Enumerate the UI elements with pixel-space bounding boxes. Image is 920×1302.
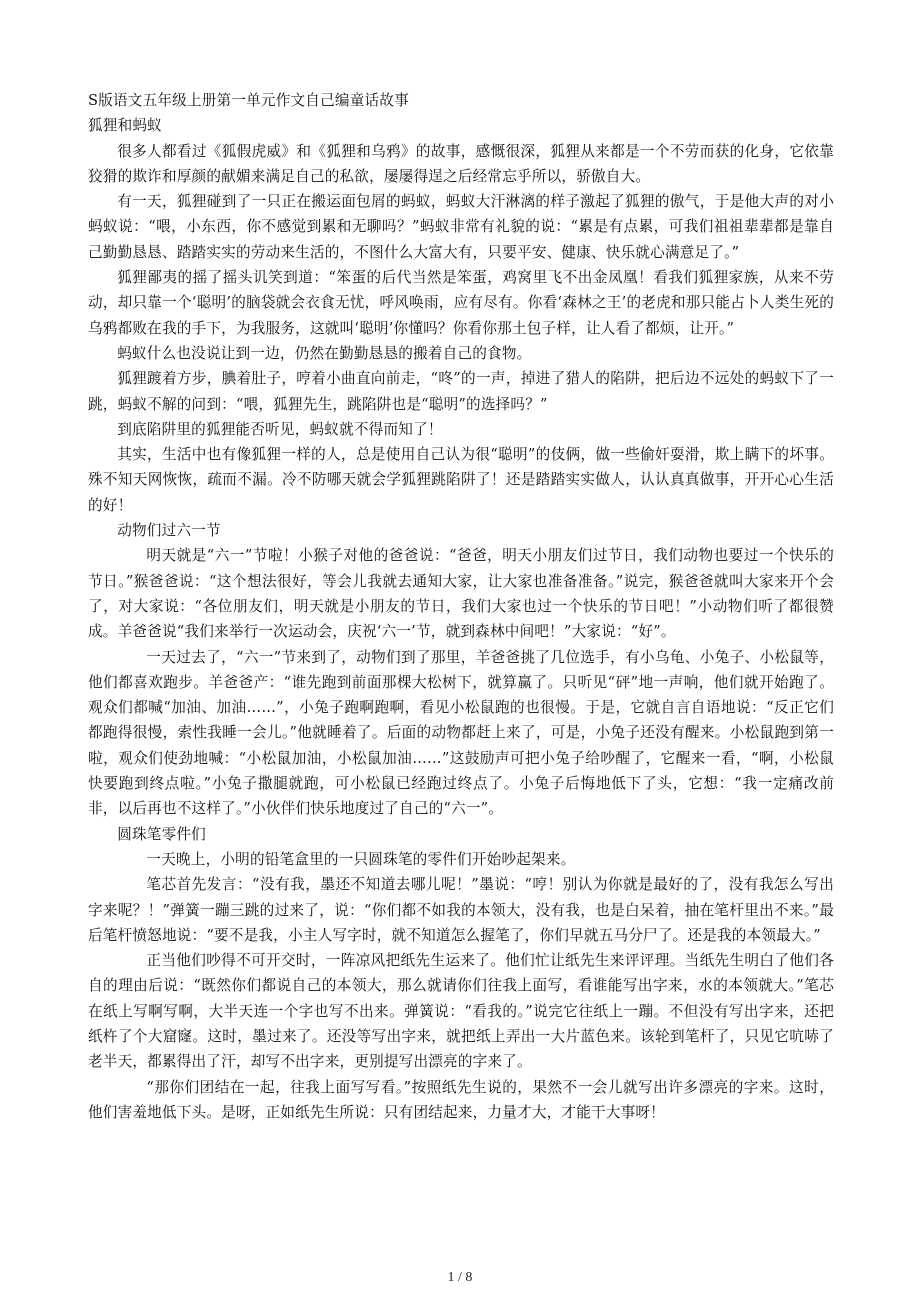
story-title: 动物们过六一节 [117, 522, 221, 540]
paragraph: 笔芯首先发言：“没有我，墨还不知道去哪儿呢！”墨说：“哼！别认为你就是最好的了，没有我怎么写出字来呢？！”弹簧一蹦三跳的过来了，说：“你们都不如我的本领大，没有我，也是白呆着，抽在笔杆里出不来。”最后笔杆愤怒地说：“要不是我，小主人写字时，就不知道怎么握笔了，你们早就五马分尸了。还是我的本领最大。” [88, 876, 834, 944]
paragraph: 狐狸踱着方步，腆着肚子，哼着小曲直向前走，“咚”的一声，掉进了猎人的陷阱，把后边不远处的蚂蚁下了一跳，蚂蚁不解的问到：“喂，狐狸先生，跳陷阱也是“聪明”的选择吗？” [88, 370, 834, 413]
paragraph: 明天就是“六一”节啦！小猴子对他的爸爸说：“爸爸，明天小朋友们过节日，我们动物也要过一个快乐的节日。”猴爸爸说：“这个想法很好，等会儿我就去通知大家，让大家也准备准备。”说完，猴爸爸就叫大家来开个会了，对大家说：“各位朋友们，明天就是小朋友的节日，我们大家也过一个快乐的节日吧！”小动物们听了都很赞成。羊爸爸说“我们来举行一次运动会，庆祝‘六一’节，就到森林中间吧！”大家说：“好”。 [88, 547, 834, 641]
page-indicator: 1 / 8 [447, 1270, 473, 1285]
paragraph: 其实，生活中也有像狐狸一样的人，总是使用自己认为很“聪明”的伎俩，做一些偷奸耍滑，欺上瞒下的坏事。殊不知天网恢恢，疏而不漏。冷不防哪天就会学狐狸跳陷阱了！还是踏踏实实做人，认认真真做事，开开心心生活的好！ [88, 446, 834, 514]
document-title: S版语文五年级上册第一单元作文自己编童话故事 [88, 92, 409, 109]
paragraph: 一天晚上，小明的铅笔盒里的一只圆珠笔的零件们开始吵起架来。 [146, 850, 576, 868]
story-title: 狐狸和蚂蚁 [88, 117, 162, 135]
paragraph: 正当他们吵得不可开交时，一阵凉风把纸先生运来了。他们忙让纸先生来评评理。当纸先生明白了他们各自的理由后说：“既然你们都说自己的本领大，那么就请你们往我上面写，看谁能写出字来，水的本领就大。”笔芯在纸上写啊写啊，大半天连一个字也写不出来。弹簧说：“看我的。”说完它往纸上一蹦。不但没有写出字来，还把纸杵了个大窟窿。这时，墨过来了。还没等写出字来，就把纸上弄出一大片蓝色来。该轮到笔杆了，只见它吭哧了老半天，都累得出了汗，却写不出字来，更别提写出漂亮的字来了。 [88, 952, 834, 1071]
paragraph: 蚂蚁什么也没说让到一边，仍然在勤勤恳恳的搬着自己的食物。 [117, 344, 532, 362]
paragraph: 有一天，狐狸碰到了一只正在搬运面包屑的蚂蚁，蚂蚁大汗淋漓的样子激起了狐狸的傲气，于是他大声的对小蚂蚁说：“喂，小东西，你不感觉到累和无聊吗？”蚂蚁非常有礼貌的说：“累是有点累，可我们祖祖辈辈都是靠自己勤勤恳恳、踏踏实实的劳动来生活的，不图什么大富大有，只要平安、健康、快乐就心满意足了。” [88, 193, 834, 261]
paragraph: 很多人都看过《狐假虎威》和《狐狸和乌鸦》的故事，感慨很深，狐狸从来都是一个不劳而获的化身，它依靠狡猾的欺诈和厚颜的献媚来满足自己的私欲，屡屡得逞之后经常忘乎所以，骄傲自大。 [88, 142, 834, 185]
paragraph: 到底陷阱里的狐狸能否听见，蚂蚁就不得而知了！ [117, 420, 443, 438]
paragraph: 狐狸鄙夷的摇了摇头讥笑到道：“笨蛋的后代当然是笨蛋，鸡窝里飞不出金凤凰！看我们狐狸家族，从来不劳动，却只靠一个‘聪明’的脑袋就会衣食无忧，呼风唤雨，应有尽有。你看‘森林之王’的老虎和那只能占卜人类生死的乌鸦都败在我的手下，为我服务，这就叫‘聪明’你懂吗？你看你那土包子样，让人看了都烦，让开。” [88, 269, 834, 337]
document-page [88, 88, 834, 1125]
paragraph: “那你们团结在一起，往我上面写写看。”按照纸先生说的，果然不一会儿就写出许多漂亮的字来。这时，他们害羞地低下头。是呀，正如纸先生所说：只有团结起来，力量才大，才能干大事呀！ [88, 1078, 834, 1121]
story-title: 圆珠笔零件们 [117, 825, 206, 843]
paragraph: 一天过去了，“六一”节来到了，动物们到了那里，羊爸爸挑了几位选手，有小乌龟、小兔子、小松鼠等，他们都喜欢跑步。羊爸爸产：“谁先跑到前面那棵大松树下，就算赢了。只听见“砰”地一声响，他们就开始跑了。观众们都喊“加油、加油……”，小兔子跑啊跑啊，看见小松鼠跑的也很慢。于是，它就自言自语地说：“反正它们都跑得很慢，索性我睡一会儿。”他就睡着了。后面的动物都赶上来了，可是，小兔子还没有醒来。小松鼠跑到第一啦，观众们使劲地喊：“小松鼠加油，小松鼠加油……”这鼓励声可把小兔子给吵醒了，它醒来一看，“啊，小松鼠快要跑到终点啦。”小兔子撒腿就跑，可小松鼠已经跑过终点了。小兔子后悔地低下了头，它想：“我一定痛改前非，以后再也不这样了。”小伙伴们快乐地度过了自己的“六一”。 [88, 648, 834, 818]
